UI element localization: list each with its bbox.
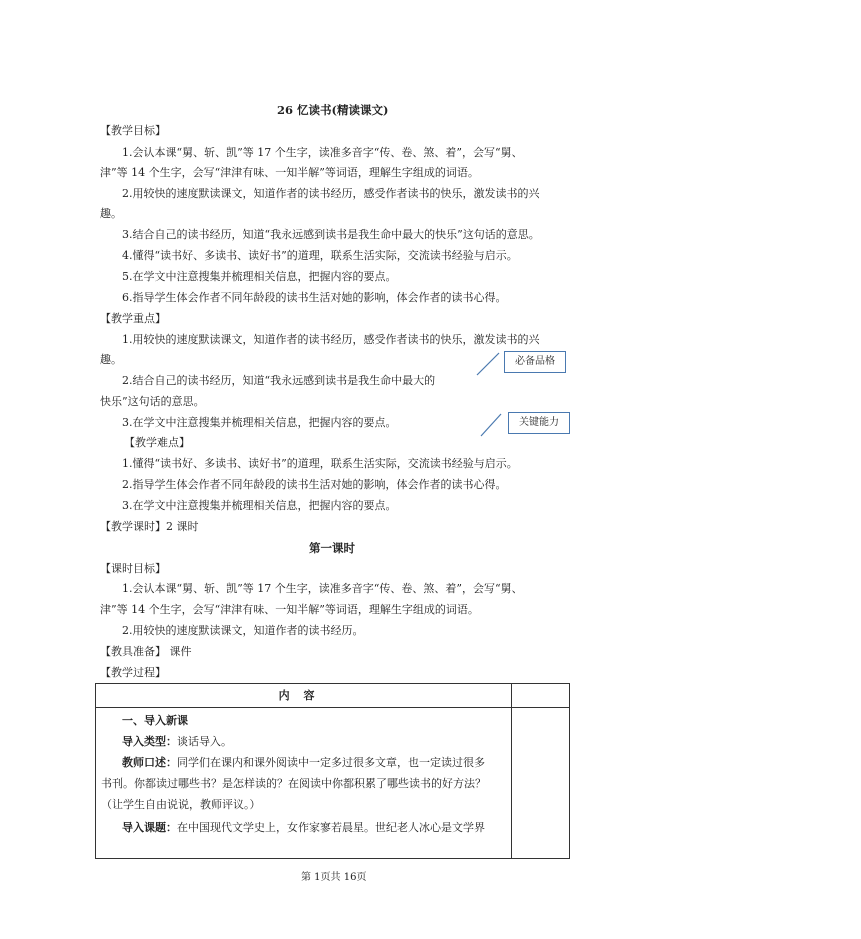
section-teaching-hours: 【教学课时】2 课时	[100, 520, 199, 533]
teaching-process-table	[95, 683, 570, 859]
teacher-speech-text-1: 同学们在课内和课外阅读中一定多过很多文章，也一定读过很多	[177, 756, 485, 769]
intro-type-text: 谈话导入。	[177, 735, 232, 748]
table-notes-cell	[512, 708, 570, 859]
intro-topic-label: 导入课题：	[122, 821, 177, 834]
section-teaching-tools: 【教具准备】 课件	[100, 645, 192, 658]
teacher-speech-line-2: 书刊。你都读过哪些书？是怎样读的？在阅读中你都积累了哪些读书的好方法？	[101, 777, 486, 790]
key-3: 3.在学文中注意搜集并梳理相关信息，把握内容的要点。	[122, 416, 397, 429]
goal-3: 3.结合自己的读书经历，知道“我永远感到读书是我生命中最大的快乐”这句话的意思。	[122, 228, 540, 241]
table-header-notes	[512, 684, 570, 708]
intro-type-label: 导入类型：	[122, 735, 177, 748]
lesson-1-title: 第一课时	[309, 541, 355, 555]
difficulty-1: 1.懂得“读书好、多读书、读好书”的道理，联系生活实际，交流读书经验与启示。	[122, 457, 518, 470]
callout-key-ability: 关键能力	[508, 412, 570, 434]
callout-essential-character: 必备品格	[504, 351, 566, 373]
lesson-goal-2: 2.用较快的速度默读课文，知道作者的读书经历。	[122, 624, 364, 637]
goal-6: 6.指导学生体会作者不同年龄段的读书生活对她的影响，体会作者的读书心得。	[122, 291, 507, 304]
document-title: 26 忆读书(精读课文)	[277, 103, 389, 117]
table-content-cell	[96, 708, 512, 859]
section-teaching-goals: 【教学目标】	[100, 124, 166, 137]
key-1-line-1: 1.用较快的速度默读课文，知道作者的读书经历，感受作者读书的快乐，激发读书的兴	[122, 333, 540, 346]
difficulty-2: 2.指导学生体会作者不同年龄段的读书生活对她的影响，体会作者的读书心得。	[122, 478, 507, 491]
goal-1-line-2: 津”等 14 个生字，会写“津津有味、一知半解”等词语，理解生字组成的词语。	[100, 166, 479, 179]
intro-type	[122, 735, 232, 749]
goal-2-line-2: 趣。	[100, 207, 122, 220]
section-difficulties: 【教学难点】	[124, 436, 190, 449]
intro-section-title: 一、导入新课	[122, 714, 188, 727]
goal-2-line-1: 2.用较快的速度默读课文，知道作者的读书经历，感受作者读书的快乐，激发读书的兴	[122, 187, 540, 200]
key-2-line-1: 2.结合自己的读书经历，知道“我永远感到读书是我生命中最大的	[122, 374, 436, 387]
teacher-speech-line-1	[122, 756, 485, 770]
teacher-speech-label: 教师口述：	[122, 756, 177, 769]
goal-1-line-1: 1.会认本课“舅、斩、凯”等 17 个生字，读准多音字“传、卷、煞、着”，会写“舅、	[122, 146, 523, 159]
teacher-speech-line-3: （让学生自由说说，教师评议。）	[101, 798, 261, 811]
intro-topic-text: 在中国现代文学史上，女作家寥若晨星。世纪老人冰心是文学界	[177, 821, 485, 834]
intro-topic-line	[122, 821, 485, 835]
section-key-points: 【教学重点】	[100, 312, 166, 325]
section-lesson-goals: 【课时目标】	[100, 562, 166, 575]
table-header-content: 内容	[96, 684, 512, 708]
lesson-goal-1-line-1: 1.会认本课“舅、斩、凯”等 17 个生字，读准多音字“传、卷、煞、着”，会写“舅、	[122, 582, 523, 595]
lesson-goal-1-line-2: 津”等 14 个生字，会写“津津有味、一知半解”等词语，理解生字组成的词语。	[100, 603, 479, 616]
goal-4: 4.懂得“读书好、多读书、读好书”的道理，联系生活实际，交流读书经验与启示。	[122, 249, 518, 262]
section-teaching-process: 【教学过程】	[100, 666, 166, 679]
difficulty-3: 3.在学文中注意搜集并梳理相关信息，把握内容的要点。	[122, 499, 397, 512]
goal-5: 5.在学文中注意搜集并梳理相关信息，把握内容的要点。	[122, 270, 397, 283]
page-footer: 第 1页共 16页	[301, 872, 367, 883]
key-2-line-2: 快乐”这句话的意思。	[100, 395, 205, 408]
key-1-line-2: 趣。	[100, 353, 122, 366]
